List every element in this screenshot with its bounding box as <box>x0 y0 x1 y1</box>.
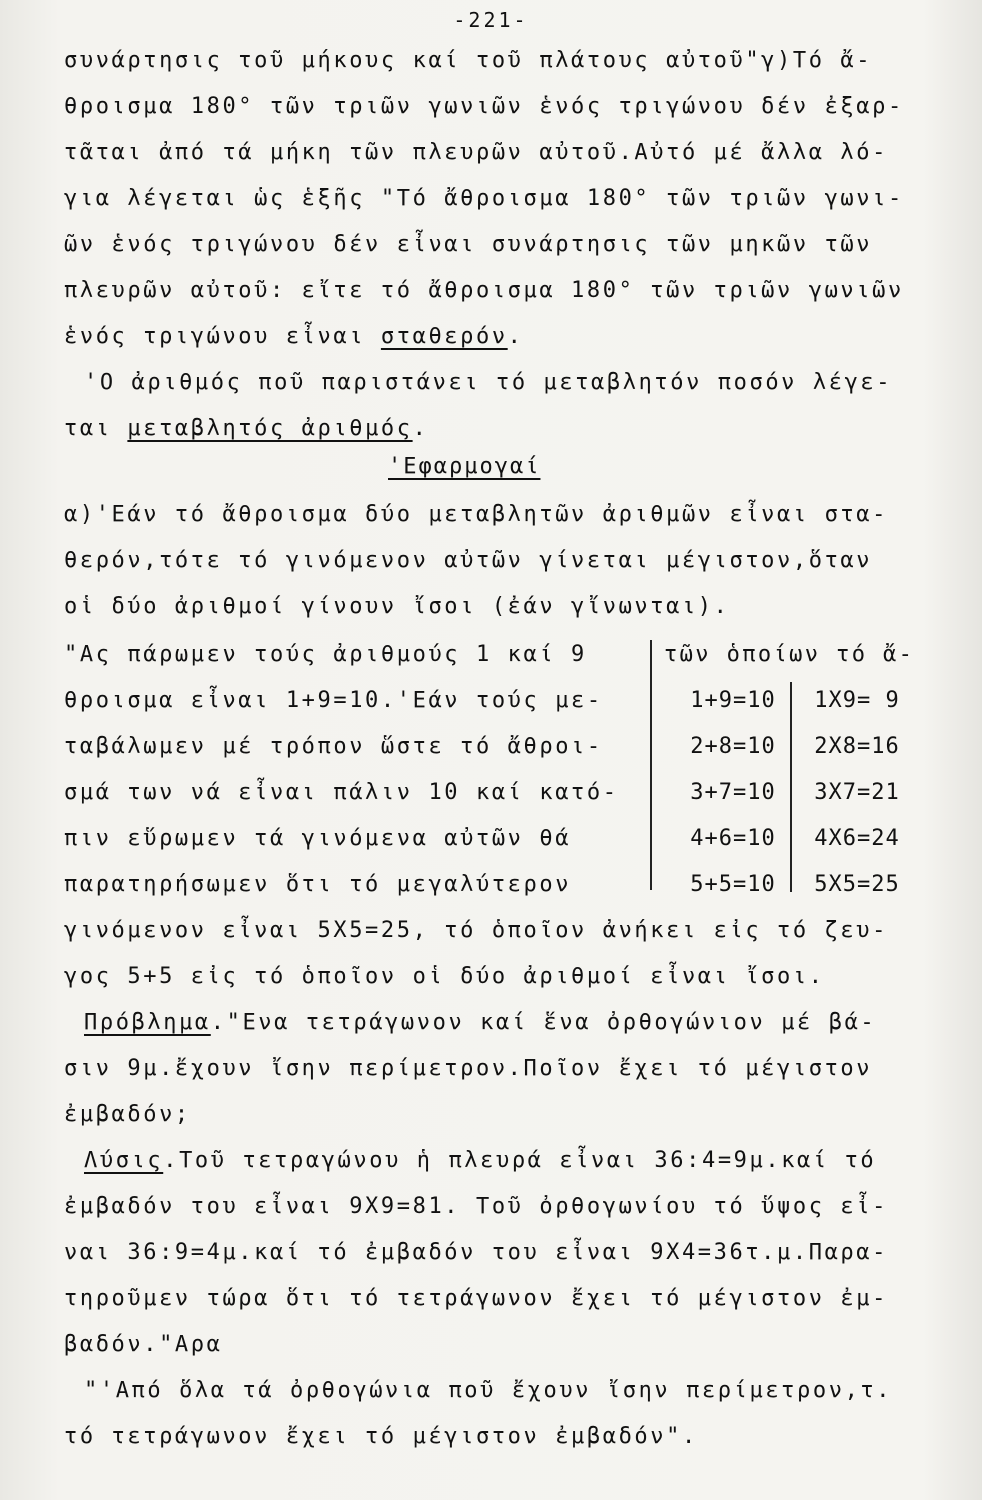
table-product-cell: 5X5=25 <box>814 872 900 897</box>
table-product-cell: 1X9= 9 <box>814 688 900 713</box>
table-product-cell: 4X6=24 <box>814 826 900 851</box>
table-sum-cell: 1+9=10 <box>690 688 776 713</box>
text-line: τό τετράγωνον ἔχει τό μέγιστον ἐμβαδόν". <box>64 1424 698 1449</box>
table-sum-cell: 4+6=10 <box>690 826 776 851</box>
text-line <box>64 322 924 352</box>
text-fragment: ἑνός τριγώνου εἶναι <box>64 324 381 349</box>
solution-label: Λύσις <box>84 1148 164 1173</box>
text-line: θερόν,τότε τό γινόμενον αὐτῶν γίνεται μέγιστον,ὅταν <box>64 548 873 573</box>
underlined-term: μεταβλητός ἀριθμός <box>127 416 413 441</box>
text-line: "Ας πάρωμεν τούς ἀριθμούς 1 καί 9 <box>64 642 587 667</box>
text-line: σμά των νά εἶναι πάλιν 10 καί κατό- <box>64 780 619 805</box>
text-line <box>64 414 924 444</box>
text-line: α)'Εάν τό ἄθροισμα δύο μεταβλητῶν ἀριθμῶν εἶναι στα- <box>64 502 888 527</box>
table-sum-cell: 3+7=10 <box>690 780 776 805</box>
text-line: τῶν ὁποίων τό ἄ- <box>664 642 915 667</box>
table-sum-cell: 5+5=10 <box>690 872 776 897</box>
text-line: πιν εὕρωμεν τά γινόμενα αὐτῶν θά <box>64 826 572 851</box>
text-line: ἐμβαδόν του εἶναι 9X9=81. Τοῦ ὀρθογωνίου τό ὕψος εἶ- <box>64 1194 888 1219</box>
text-line: ταβάλωμεν μέ τρόπον ὥστε τό ἄθροι- <box>64 734 603 759</box>
text-line: πλευρῶν αὐτοῦ: εἴτε τό ἄθροισμα 180° τῶν τριῶν γωνιῶν <box>64 278 904 303</box>
text-line: 'Ο ἀριθμός ποῦ παριστάνει τό μεταβλητόν ποσόν λέγε- <box>84 370 893 395</box>
text-fragment: . <box>507 324 524 349</box>
text-line <box>84 1146 944 1176</box>
text-line <box>84 1008 944 1038</box>
text-line: παρατηρήσωμεν ὅτι τό μεγαλύτερον <box>64 872 572 897</box>
text-line: τᾶται ἀπό τά μήκη τῶν πλευρῶν αὐτοῦ.Αὐτό μέ ἄλλα λό- <box>64 140 888 165</box>
text-line: σιν 9μ.ἔχουν ἴσην περίμετρον.Ποῖον ἔχει τό μέγιστον <box>64 1056 873 1081</box>
text-line: θροισμα 180° τῶν τριῶν γωνιῶν ἑνός τριγώνου δέν ἐξαρ- <box>64 94 904 119</box>
text-fragment: ται <box>64 416 128 441</box>
text-line: βαδόν."Αρα <box>64 1332 223 1357</box>
table-product-cell: 3X7=21 <box>814 780 900 805</box>
text-line: ναι 36:9=4μ.καί τό ἐμβαδόν του εἶναι 9X4=36τ.μ.Παρα- <box>64 1240 888 1265</box>
text-line: συνάρτησις τοῦ μήκους καί τοῦ πλάτους αὐτοῦ"γ)Τό ἄ- <box>64 48 873 73</box>
text-line: γος 5+5 εἰς τό ὁποῖον οἱ δύο ἀριθμοί εἶναι ἴσοι. <box>64 964 825 989</box>
text-fragment: . <box>412 416 429 441</box>
text-fragment: ."Ενα τετράγωνον καί ἕνα ὀρθογώνιον μέ βά- <box>210 1010 877 1035</box>
text-line: για λέγεται ὡς ἑξῆς "Τό ἄθροισμα 180° τῶν τριῶν γωνι- <box>64 186 904 211</box>
table-product-cell: 2X8=16 <box>814 734 900 759</box>
table-rule <box>650 640 652 890</box>
text-line: ῶν ἑνός τριγώνου δέν εἶναι συνάρτησις τῶν μηκῶν τῶν <box>64 232 873 257</box>
text-line: θροισμα εἶναι 1+9=10.'Εάν τούς με- <box>64 688 603 713</box>
section-heading: 'Εφαρμογαί <box>388 454 541 479</box>
text-line: ἐμβαδόν; <box>64 1102 191 1127</box>
underlined-term: σταθερόν <box>380 324 508 349</box>
text-line: "'Από ὅλα τά ὀρθογώνια ποῦ ἔχουν ἴσην περίμετρον,τ. <box>84 1378 893 1403</box>
text-line: οἱ δύο ἀριθμοί γίνουν ἴσοι (ἐάν γἴνωνται). <box>64 594 730 619</box>
table-sum-cell: 2+8=10 <box>690 734 776 759</box>
text-fragment: .Τοῦ τετραγώνου ἡ πλευρά εἶναι 36:4=9μ.καί τό <box>163 1148 877 1173</box>
text-line: τηροῦμεν τώρα ὅτι τό τετράγωνον ἔχει τό μέγιστον ἐμ- <box>64 1286 888 1311</box>
page-number: -221- <box>453 8 529 32</box>
text-line: γινόμενον εἶναι 5X5=25, τό ὁποῖον ἀνήκει εἰς τό ζευ- <box>64 918 888 943</box>
problem-label: Πρόβλημα <box>84 1010 211 1035</box>
